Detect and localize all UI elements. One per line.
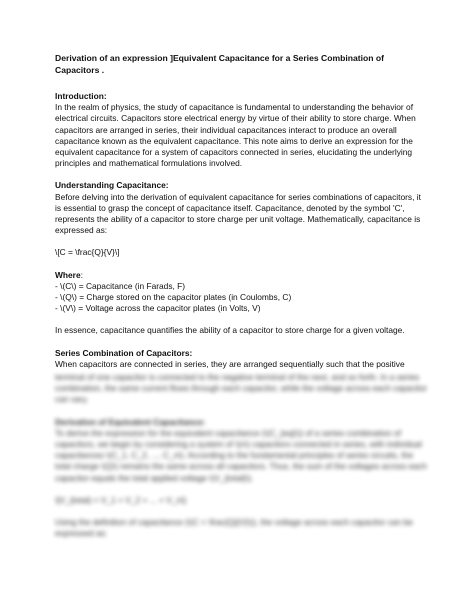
where-label <box>55 270 427 281</box>
derivation-heading: Derivation of Equivalent Capacitance: <box>55 416 206 427</box>
derivation-paragraph: To derive the expression for the equivalent capacitance (\(C_{eq}\)) of a series combination of capacitors, we begin by considering a system of \(n\) capacitors connected in series, with individual capacitances \(C_1, C_2, ..., C_n\). According to the fundamental principles of series circuits, the total charge \(Q\) remains the same across all capacitors. Thus, the sum of the voltages across each capacitor equals the total applied voltage \(V_{total}\). <box>55 427 427 483</box>
definition-list <box>55 281 427 315</box>
blurred-preview-region <box>55 372 427 539</box>
document-content <box>55 53 427 551</box>
understanding-capacitance-heading: Understanding Capacitance: <box>55 180 169 191</box>
document-title: Derivation of an expression ]Equivalent Capacitance for a Series Combination of Capacitors . <box>55 53 385 75</box>
definition-item-charge: - \(Q\) = Charge stored on the capacitor plates (in Coulombs, C) <box>55 292 292 303</box>
series-first-line: When capacitors are connected in series, they are arranged sequentially such that the positive <box>55 358 405 369</box>
total-voltage-formula: \[V_{total} = V_1 + V_2 + ... + V_n\] <box>55 494 186 505</box>
where-label-colon: : <box>80 269 83 280</box>
introduction-paragraph: In the realm of physics, the study of capacitance is fundamental to understanding the behavior of electrical circuits. Capacitors store electrical energy by virtue of their ability to store charge. When capacitors are arranged in series, their individual capacitances interact to produce an overall capacitance known as the equivalent capacitance. This note aims to derive an expression for the equivalent capacitance for a system of capacitors connected in series, elucidating the underlying principles and mathematical formulations involved. <box>55 102 416 169</box>
derivation-paragraph-2: Using the definition of capacitance (\(C = \frac{Q}{V}\)), the voltage across each capacitor can be expressed as: <box>55 517 413 539</box>
definition-item-voltage: - \(V\) = Voltage across the capacitor plates (in Volts, V) <box>55 303 261 314</box>
introduction-heading: Introduction: <box>55 91 107 101</box>
definition-item-capacitance: - \(C\) = Capacitance (in Farads, F) <box>55 280 186 291</box>
where-label-text: Where <box>55 269 81 280</box>
understanding-capacitance-paragraph: Before delving into the derivation of equivalent capacitance for series combinations of capacitors, it is essential to grasp the concept of capacitance itself. Capacitance, denoted by the symbol 'C', represents the ability of a capacitor to store charge per unit voltage. Mathematically, capacitance is expressed as: <box>55 191 421 236</box>
series-combination-heading: Series Combination of Capacitors: <box>55 347 193 358</box>
capacitance-summary: In essence, capacitance quantifies the ability of a capacitor to store charge for a given voltage. <box>55 325 405 336</box>
capacitance-formula: \[C = \frac{Q}{V}\] <box>55 247 120 258</box>
series-paragraph-blurred: terminal of one capacitor is connected to the negative terminal of the next, and so forth. In a series combination, the same current flows through each capacitor, while the voltage across each capacitor can vary. <box>55 372 427 405</box>
